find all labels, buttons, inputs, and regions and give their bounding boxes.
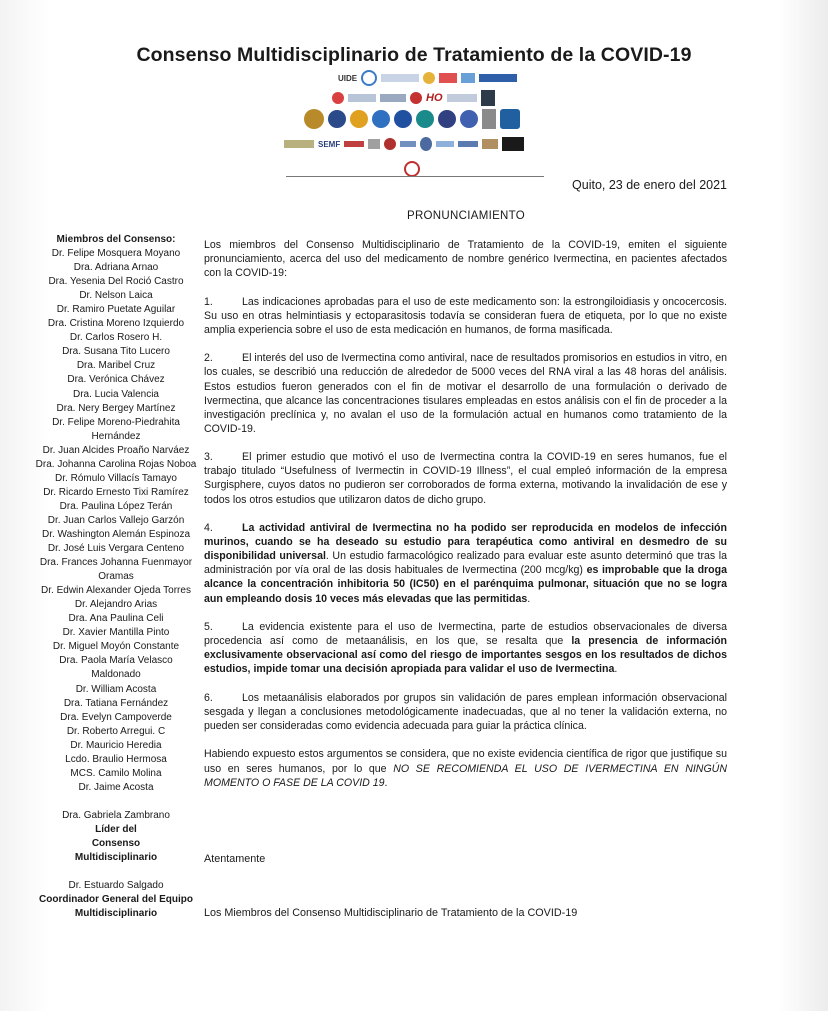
point-bold-text: es improbable que la droga alcance la concentración inhibitoria 50 (IC50) en el parénquima pulmonar, situación que no se logra aun empleando dosis 10 veces más elevadas que las permitidas bbox=[204, 564, 727, 605]
logo-row-2 bbox=[332, 90, 495, 106]
spacer bbox=[20, 865, 212, 879]
member-name: Dr. Felipe Moreno-Piedrahita Hernández bbox=[52, 416, 180, 442]
document-date: Quito, 23 de enero del 2021 bbox=[572, 178, 727, 192]
member-name: Dr. Edwin Alexander Ojeda Torres bbox=[41, 585, 191, 597]
point-text: La evidencia existente para el uso de Ivermectina, parte de estudios observacionales de diversa procedencia así como de metaanálisis, en los que, se resalta que bbox=[204, 621, 727, 648]
member-name: Dr. Ramiro Puetate Aguilar bbox=[56, 304, 176, 316]
logo-icon bbox=[481, 90, 495, 106]
logo-icon bbox=[423, 72, 435, 84]
member-name: Dr. Washington Alemán Espinoza bbox=[41, 528, 191, 540]
logo-icon bbox=[384, 138, 396, 150]
member-name: Dr. Ricardo Ernesto Tixi Ramírez bbox=[43, 486, 189, 498]
logo-row-3 bbox=[304, 109, 520, 129]
conclusion-paragraph bbox=[204, 747, 727, 789]
document-title: Consenso Multidisciplinario de Tratamiento de la COVID-19 bbox=[136, 44, 692, 66]
logo-icon bbox=[439, 73, 457, 83]
logo-row-5 bbox=[404, 161, 420, 177]
point-number: 5. bbox=[204, 621, 213, 634]
logo-icon bbox=[381, 74, 419, 82]
logo-icon bbox=[344, 141, 364, 147]
point-1 bbox=[204, 295, 727, 337]
logo-icon bbox=[482, 109, 496, 129]
logo-icon bbox=[420, 137, 432, 151]
logo-icon bbox=[348, 94, 376, 102]
member-name: Dr. Carlos Rosero H. bbox=[69, 332, 163, 344]
members-title: Miembros del Consenso: bbox=[56, 234, 176, 245]
member-name: Lcdo. Braulio Hermosa bbox=[65, 753, 167, 765]
point-bold-text: La actividad antiviral de Ivermectina no ha podido ser reproducida en modelos de infección murinos, cuando se ha deseado su estudio para terapéutica como antiviral en desmedro de su disponibilidad universal bbox=[204, 522, 727, 563]
point-number: 2. bbox=[204, 352, 213, 365]
point-text: . bbox=[614, 663, 618, 676]
members-column bbox=[20, 233, 212, 921]
logo-icon bbox=[502, 137, 524, 151]
member-name: Dr. Rómulo Villacís Tamayo bbox=[55, 472, 177, 484]
member-name: Dra. Maribel Cruz bbox=[76, 360, 156, 372]
member-name: Dra. Tatiana Fernández bbox=[63, 697, 169, 709]
member-name: Dra. Susana Tito Lucero bbox=[62, 346, 170, 358]
logo-icon bbox=[304, 109, 324, 129]
member-name: Dr. William Acosta bbox=[75, 683, 157, 695]
logo-icon bbox=[372, 110, 390, 128]
member-name: Dra. Ana Paulina Celi bbox=[68, 613, 164, 625]
logo-icon bbox=[380, 94, 406, 102]
recommendation-text: NO SE RECOMIENDA EL USO DE IVERMECTINA EN NINGÚN MOMENTO O FASE DE LA COVID 19 bbox=[204, 762, 727, 789]
point-text: El primer estudio que motivó el uso de Ivermectina contra la COVID-19 en seres humanos, fue el trabajo titulado “Usefulness of Ivermectin in COVID-19 Illness”, el cual empleó información de la empresa Surgisphere, cuyos datos no pudieron ser corroborados de forma externa, motivando la invalidación de ese y todos los otros estudios que utilizaron datos de dicho grupo. bbox=[204, 451, 727, 506]
logo-icon bbox=[332, 92, 344, 104]
member-name: Dr. Mauricio Heredia bbox=[70, 739, 162, 751]
leader-role: Líder del Consenso Multidisciplinario bbox=[74, 823, 158, 864]
point-text: Los metaanálisis elaborados por grupos sin validación de pares emplean información observacional sesgada y llegan a conclusiones metodológicamente inadecuadas, que al no tener la validación externa, no pueden ser consideradas como evidencia adecuada para guiar la práctica clínica. bbox=[204, 691, 727, 732]
member-name: Dr. Xavier Mantilla Pinto bbox=[62, 627, 170, 639]
leader-name: Dra. Gabriela Zambrano bbox=[62, 809, 170, 821]
spacer bbox=[20, 795, 212, 809]
logo-icon bbox=[436, 141, 454, 147]
member-name: Dra. Adriana Arnao bbox=[73, 262, 159, 274]
point-number: 6. bbox=[204, 691, 213, 704]
logo-icon bbox=[479, 74, 517, 82]
logo-icon bbox=[460, 110, 478, 128]
conclusion-end: . bbox=[384, 776, 388, 789]
point-5 bbox=[204, 620, 727, 676]
ho-logo: HO bbox=[426, 92, 443, 104]
logo-icon bbox=[400, 141, 416, 147]
member-name: Dra. Paulina López Terán bbox=[59, 500, 173, 512]
intro-paragraph: Los miembros del Consenso Multidisciplinario de Tratamiento de la COVID-19, emiten el siguiente pronunciamiento, acerca del uso del medicamento de nombre genérico Ivermectina, en pacientes afectados con la COVID-19: bbox=[204, 239, 727, 280]
logo-icon bbox=[284, 140, 314, 148]
coordinator-role: Coordinador General del Equipo Multidisciplinario bbox=[39, 894, 193, 920]
point-bold-text: la presencia de información exclusivamente observacional así como del riesgo de importantes sesgos en los resultados de dichos estudios, impide tomar una decisión apropiada para validar el uso de Ivermectina bbox=[204, 635, 728, 676]
conclusion-text: Habiendo expuesto estos argumentos se considera, que no existe evidencia científica de rigor que justifique su uso en seres humanos, por lo que bbox=[204, 748, 727, 775]
member-name: Dra. Evelyn Campoverde bbox=[60, 711, 172, 723]
logo-icon bbox=[328, 110, 346, 128]
logo-icon bbox=[394, 110, 412, 128]
point-number: 3. bbox=[204, 451, 213, 464]
member-name: Dra. Frances Johanna Fuenmayor Oramas bbox=[39, 557, 193, 583]
member-name: Dr. Miguel Moyón Constante bbox=[52, 641, 180, 653]
member-name: Dra. Lucia Valencia bbox=[73, 388, 159, 400]
logo-icon bbox=[361, 70, 377, 86]
section-heading: PRONUNCIAMIENTO bbox=[406, 210, 526, 222]
logo-icon bbox=[458, 141, 478, 147]
member-name: MCS. Camilo Molina bbox=[70, 767, 162, 779]
header-divider bbox=[286, 176, 544, 177]
uide-logo: UIDE bbox=[338, 73, 358, 83]
logo-icon bbox=[461, 73, 475, 83]
logo-row-4 bbox=[284, 137, 524, 151]
logo-icon bbox=[368, 139, 380, 149]
logo-icon bbox=[416, 110, 434, 128]
member-name: Dr. Felipe Mosquera Moyano bbox=[51, 248, 181, 260]
institution-logos bbox=[280, 68, 548, 180]
logo-icon bbox=[500, 109, 520, 129]
footer-signature: Los Miembros del Consenso Multidisciplinario de Tratamiento de la COVID-19 bbox=[204, 907, 578, 919]
point-3 bbox=[204, 450, 727, 506]
member-name: Dr. Nelson Laica bbox=[79, 290, 153, 302]
logo-icon bbox=[482, 139, 498, 149]
logo-icon bbox=[404, 161, 420, 177]
member-name: Dra. Cristina Moreno Izquierdo bbox=[47, 318, 185, 330]
member-name: Dra. Johanna Carolina Rojas Noboa bbox=[35, 458, 197, 470]
point-text: Las indicaciones aprobadas para el uso de este medicamento son: la estrongiloidiasis y oncocercosis. Su uso en otras helmintiasis y ectoparasitosis todavía se consideran fuera de etiqueta, por lo que no existe amplia experiencia sobre el uso de esta medicación en humanos, de forma masificada. bbox=[204, 295, 727, 336]
member-name: Dr. Alejandro Arias bbox=[74, 599, 158, 611]
point-2 bbox=[204, 351, 727, 436]
document-body bbox=[204, 238, 727, 804]
logo-row-1 bbox=[338, 70, 517, 86]
member-name: Dra. Paola María Velasco Maldonado bbox=[59, 655, 173, 681]
semf-logo: SEMF bbox=[318, 139, 341, 149]
point-text: . Un estudio farmacológico realizado para evaluar este asunto determinó que tras la administración por vía oral de las dosis habituales de Ivermectina (200 mcg/kg) bbox=[204, 550, 727, 577]
point-text: . bbox=[527, 592, 531, 605]
logo-icon bbox=[410, 92, 422, 104]
point-6 bbox=[204, 691, 727, 733]
logo-icon bbox=[438, 110, 456, 128]
logo-icon bbox=[350, 110, 368, 128]
member-name: Dr. José Luis Vergara Centeno bbox=[47, 543, 185, 555]
member-name: Dra. Verónica Chávez bbox=[67, 374, 165, 386]
member-name: Dra. Yesenia Del Roció Castro bbox=[48, 276, 184, 288]
member-name: Dra. Nery Bergey Martínez bbox=[56, 402, 176, 414]
logo-icon bbox=[447, 94, 477, 102]
point-number: 4. bbox=[204, 522, 213, 535]
member-name: Dr. Jaime Acosta bbox=[78, 781, 154, 793]
member-name: Dr. Roberto Arregui. C bbox=[66, 725, 166, 737]
member-name: Dr. Juan Carlos Vallejo Garzón bbox=[47, 514, 185, 526]
member-name: Dr. Juan Alcides Proaño Narváez bbox=[42, 444, 190, 456]
closing-salutation: Atentamente bbox=[204, 853, 266, 865]
point-text: El interés del uso de Ivermectina como antiviral, nace de resultados promisorios en estudios in vitro, en los cuales, se describió una reducción de alrededor de 5000 veces del RNA viral a las 48 horas del análisis. Estos estudios fueron generados con el fin de motivar el desarrollo de una formulación o derivado de Ivermectina, que alcance las concentraciones tisulares empleadas en estos análisis con el fin de proceder a la investigación preclínica y, no avalan el uso de la formulación actual en humanos como tratamiento de la COVID-19. bbox=[204, 352, 727, 435]
point-4 bbox=[204, 521, 727, 606]
point-number: 1. bbox=[204, 295, 213, 308]
coordinator-name: Dr. Estuardo Salgado bbox=[68, 880, 164, 892]
